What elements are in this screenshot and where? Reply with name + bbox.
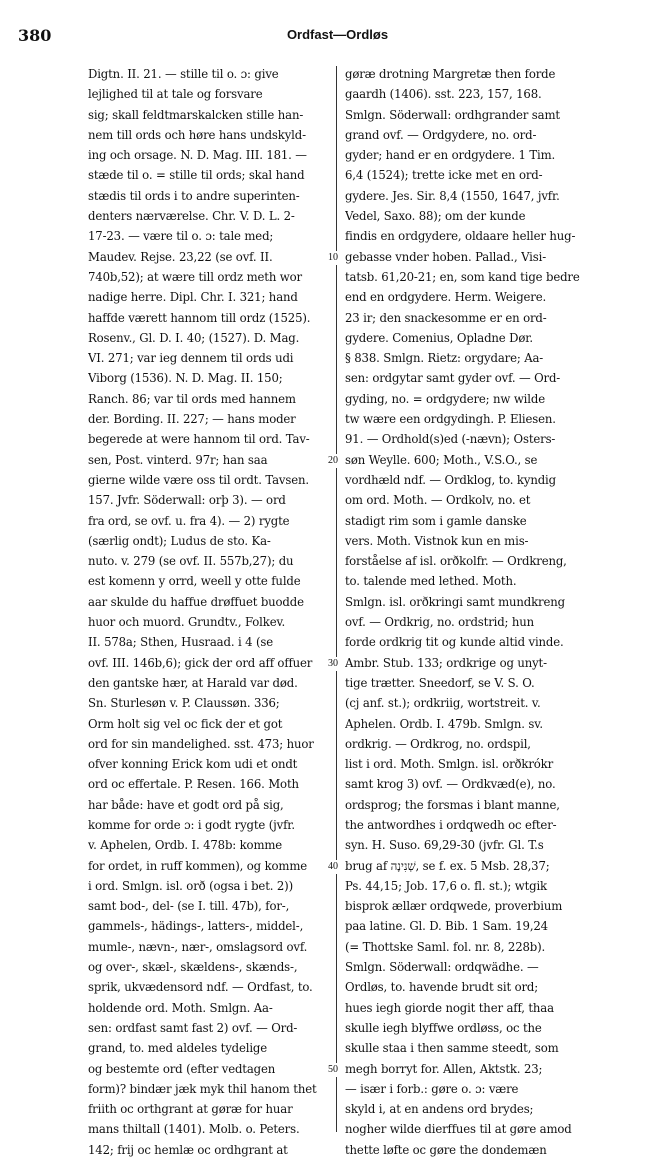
text-line: tige trætter. Sneedorf, se V. S. O. <box>345 675 535 690</box>
margin-line-number: 20 <box>328 454 338 466</box>
text-line: stadigt rim som i gamle danske <box>345 513 527 528</box>
text-line: syn. H. Suso. 69,29-30 (jvfr. Gl. T.s <box>345 838 544 853</box>
text-line: Orm holt sig vel oc fick der et got <box>88 716 283 731</box>
text-line: II. 578a; Sthen, Husraad. i 4 (se <box>88 635 273 650</box>
text-line: stæde til o. = stille til ords; skal hand <box>88 168 305 183</box>
text-line: i ord. Smlgn. isl. orð (ogsa i bet. 2)) <box>88 878 293 893</box>
text-line: — især i forb.: gøre o. ɔ: være <box>345 1081 519 1096</box>
text-line: skyld i, at en andens ord brydes; <box>345 1102 534 1117</box>
text-line: vers. Moth. Vistnok kun en mis- <box>345 533 529 548</box>
text-line: mumle-, nævn-, nær-, omslagsord ovf. <box>88 939 308 954</box>
text-line: Ranch. 86; var til ords med hannem <box>88 391 296 406</box>
text-line: v. Aphelen, Ordb. I. 478b: komme <box>88 838 283 853</box>
text-line: VI. 271; var ieg dennem til ords udi <box>88 351 294 366</box>
text-line: sprik, ukvædensord ndf. — Ordfast, to. <box>88 980 313 995</box>
text-line: brug af שְׁנִינָה, se f. ex. 5 Msb. 28,37; <box>345 858 550 873</box>
text-line: og over-, skæl-, skældens-, skænds-, <box>88 960 298 975</box>
text-line: den gantske hær, at Harald var død. <box>88 675 298 690</box>
text-line: gøræ drotning Margretæ then forde <box>345 67 556 81</box>
text-line: fra ord, se ovf. u. fra 4). — 2) rygte <box>88 513 290 528</box>
text-line: 6,4 (1524); trette icke met en ord- <box>345 168 543 183</box>
text-line: 157. Jvfr. Söderwall: orþ 3). — ord <box>88 493 286 508</box>
text-line: sen: ordfast samt fast 2) ovf. — Ord- <box>88 1020 298 1035</box>
text-line: nuto. v. 279 (se ovf. II. 557b,27); du <box>88 554 294 569</box>
text-line: gierne wilde være oss til ordt. Tavsen. <box>88 472 309 487</box>
text-line: haffde værett hannom till ordz (1525). <box>88 310 311 325</box>
text-line: Ps. 44,15; Job. 17,6 o. fl. st.); wtgik <box>345 878 547 893</box>
margin-line-number: 40 <box>328 860 338 872</box>
text-line: for ordet, in ruff kommen), og komme <box>88 858 308 873</box>
page-header <box>18 26 657 46</box>
text-line: (cj anf. st.); ordkriig, wortstreit. v. <box>345 696 541 711</box>
text-line: Maudev. Rejse. 23,22 (se ovf. II. <box>88 249 273 264</box>
text-line: sig; skall feldtmarskalcken stille han- <box>88 107 304 122</box>
text-line: gyding, no. = ordgydere; nw wilde <box>345 391 545 406</box>
text-line: lejlighed til at tale og forsvare <box>88 87 263 102</box>
text-line: komme for orde ɔ: i godt rygte (jvfr. <box>88 817 295 832</box>
text-line: Smlgn. Söderwall: ordhgrander samt <box>345 107 560 122</box>
page-number: 380 <box>18 26 52 45</box>
text-line: Sn. Sturlesøn v. P. Claussøn. 336; <box>88 696 280 711</box>
text-line: søn Weylle. 600; Moth., V.S.O., se <box>345 452 538 467</box>
text-line: gyder; hand er en ordgydere. 1 Tim. <box>345 148 556 163</box>
text-line: Ordløs, to. havende brudt sit ord; <box>345 980 539 995</box>
text-line: 740b,52); at wære till ordz meth wor <box>88 269 302 284</box>
text-line: mans thiltall (1401). Molb. o. Peters. <box>88 1122 300 1137</box>
running-head: Ordfast—Ordløs <box>286 27 389 42</box>
text-line: ordsprog; the forsmas i blant manne, <box>345 797 560 812</box>
text-line: gammels-, hädings-, latters-, middel-, <box>88 919 304 934</box>
text-line: Aphelen. Ordb. I. 479b. Smlgn. sv. <box>345 716 543 731</box>
text-line: skulle iegh blyffwe ordløss, oc the <box>345 1020 542 1035</box>
text-line: ord oc effertale. P. Resen. 166. Moth <box>88 777 299 792</box>
text-line: ovf. — Ordkrig, no. ordstrid; hun <box>345 615 535 630</box>
text-line: sen, Post. vinterd. 97r; han saa <box>88 452 268 467</box>
text-line: holdende ord. Moth. Smlgn. Aa- <box>88 1000 273 1015</box>
margin-line-number: 50 <box>328 1063 338 1075</box>
text-line: forståelse af isl. orðkolfr. — Ordkreng, <box>345 554 567 569</box>
text-line: sen: ordgytar samt gyder ovf. — Ord- <box>345 371 561 386</box>
text-line: Digtn. II. 21. — stille til o. ɔ: give <box>88 67 279 81</box>
text-line: nogher wilde dierffues til at gøre amod <box>345 1122 572 1137</box>
text-line: thette løfte oc gøre the dondemæn <box>345 1142 547 1157</box>
text-line: tw wære een ordgydingh. P. Eliesen. <box>345 412 556 427</box>
text-line: (= Thottske Saml. fol. nr. 8, 228b). <box>345 939 546 954</box>
text-line: og bestemte ord (efter vedtagen <box>88 1061 276 1076</box>
text-line: list i ord. Moth. Smlgn. isl. orðkrókr <box>345 757 554 772</box>
column-divider <box>336 66 337 1132</box>
text-line: om ord. Moth. — Ordkolv, no. et <box>345 493 531 508</box>
text-line: ofver konning Erick kom udi et ondt <box>88 757 298 772</box>
text-line: gebasse vnder hoben. Pallad., Visi- <box>345 249 547 264</box>
margin-line-number: 30 <box>328 657 338 669</box>
text-line: Ambr. Stub. 133; ordkrige og unyt- <box>345 655 547 670</box>
text-line: der. Bording. II. 227; — hans moder <box>88 412 296 427</box>
text-line: hues iegh giorde nogit ther aff, thaa <box>345 1000 554 1015</box>
text-line: bisprok ællær ordqwede, proverbium <box>345 899 563 914</box>
text-line: har både: have et godt ord på sig, <box>88 797 284 812</box>
text-line: the antwordhes i ordqwedh oc efter- <box>345 817 557 832</box>
text-line: samt krog 3) ovf. — Ordkvæd(e), no. <box>345 777 556 792</box>
text-line: form)? bindær jæk myk thil hanom thet <box>88 1081 317 1096</box>
text-line: nem till ords och høre hans undskyld- <box>88 127 306 142</box>
text-line: findis en ordgydere, oldaare heller hug- <box>345 229 576 244</box>
text-line: 91. — Ordhold(s)ed (-nævn); Osters- <box>345 432 556 447</box>
text-line: tatsb. 61,20-21; en, som kand tige bedre <box>345 269 580 284</box>
text-line: skulle staa i then samme steedt, som <box>345 1041 559 1056</box>
text-line: gydere. Jes. Sir. 8,4 (1550, 1647, jvfr. <box>345 188 560 203</box>
text-line: megh borryt for. Allen, Aktstk. 23; <box>345 1061 543 1076</box>
text-line: ovf. III. 146b,6); gick der ord aff offuer <box>88 655 313 670</box>
text-line: samt bod-, del- (se I. till. 47b), for-, <box>88 899 290 914</box>
text-line: 23 ir; den snackesomme er en ord- <box>345 310 547 325</box>
text-line: vordhæld ndf. — Ordklog, to. kyndig <box>345 472 556 487</box>
text-line: huor och muord. Grundtv., Folkev. <box>88 615 286 630</box>
text-line: begerede at were hannom til ord. Tav- <box>88 432 310 447</box>
text-line: Rosenv., Gl. D. I. 40; (1527). D. Mag. <box>88 330 300 345</box>
text-line: ing och orsage. N. D. Mag. III. 181. — <box>88 148 307 163</box>
text-line: Viborg (1536). N. D. Mag. II. 150; <box>88 371 283 386</box>
margin-line-number: 10 <box>328 251 338 263</box>
text-line: denters nærværelse. Chr. V. D. L. 2- <box>88 209 295 224</box>
text-line: forde ordkrig tit og kunde altid vinde. <box>345 635 564 650</box>
text-line: paa latine. Gl. D. Bib. 1 Sam. 19,24 <box>345 919 548 934</box>
text-line: nadige herre. Dipl. Chr. I. 321; hand <box>88 290 298 305</box>
text-line: ordkrig. — Ordkrog, no. ordspil, <box>345 736 531 751</box>
text-line: gydere. Comenius, Opladne Dør. <box>345 330 533 345</box>
text-line: Smlgn. Söderwall: ordqwädhe. — <box>345 960 539 975</box>
text-line: Smlgn. isl. orðkringi samt mundkreng <box>345 594 565 609</box>
text-line: ord for sin mandelighed. sst. 473; huor <box>88 736 314 751</box>
text-line: stædis til ords i to andre superinten- <box>88 188 300 203</box>
text-line: est komenn y orrd, weell y otte fulde <box>88 574 301 589</box>
text-line: grand, to. med aldeles tydelige <box>88 1041 268 1056</box>
text-line: 17-23. — være til o. ɔ: tale med; <box>88 229 274 244</box>
text-line: 142; frij oc hemlæ oc ordhgrant at <box>88 1142 288 1157</box>
text-line: friith oc orthgrant at gøræ for huar <box>88 1102 293 1117</box>
text-line: to. talende med lethed. Moth. <box>345 574 517 589</box>
text-line: Vedel, Saxo. 88); om der kunde <box>345 209 526 224</box>
text-line: (særlig ondt); Ludus de sto. Ka- <box>88 533 271 548</box>
right-column <box>345 64 655 1160</box>
left-column <box>88 64 330 1160</box>
text-line: end en ordgydere. Herm. Weigere. <box>345 290 547 305</box>
text-line: aar skulde du haffue drøffuet buodde <box>88 594 304 609</box>
text-line: § 838. Smlgn. Rietz: orgydare; Aa- <box>345 351 544 366</box>
text-line: grand ovf. — Ordgydere, no. ord- <box>345 127 537 142</box>
text-line: gaardh (1406). sst. 223, 157, 168. <box>345 87 542 102</box>
